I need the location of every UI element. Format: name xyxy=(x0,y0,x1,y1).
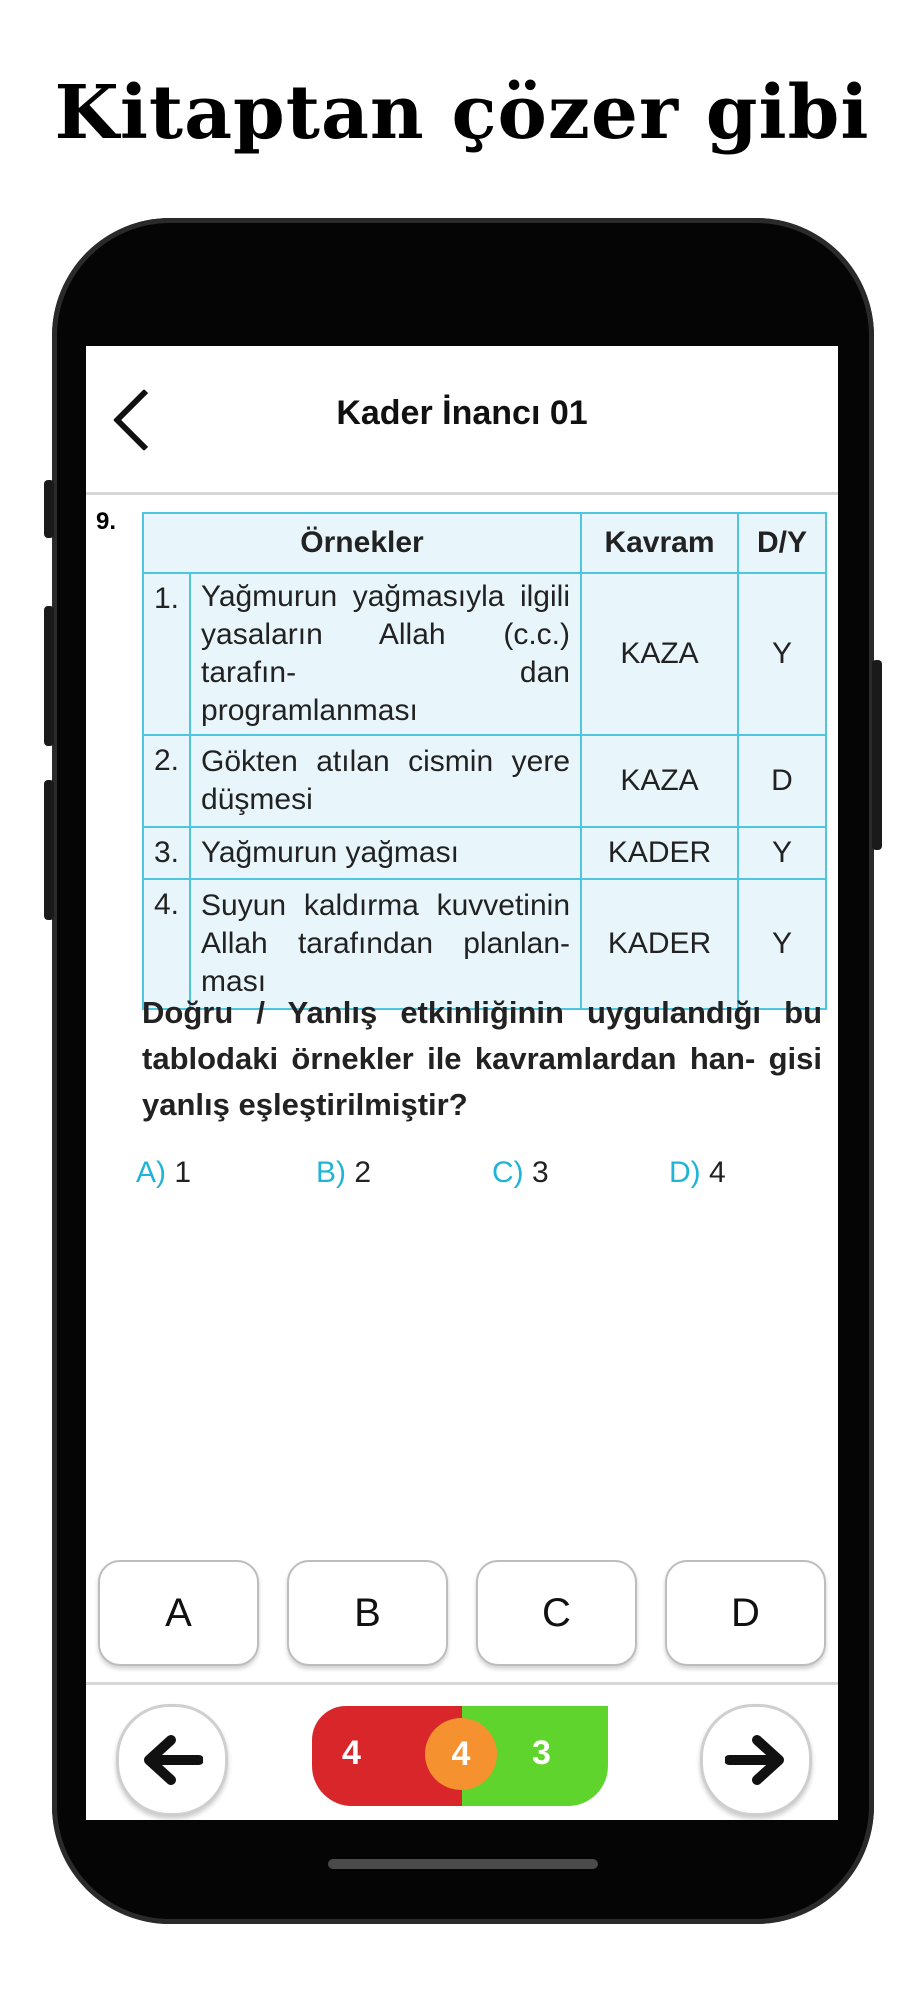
table-row xyxy=(143,735,826,827)
option-value: 4 xyxy=(709,1156,726,1189)
row-number: 4. xyxy=(143,879,190,1009)
answer-buttons xyxy=(98,1560,828,1670)
answer-button-b[interactable]: B xyxy=(287,1560,448,1666)
option-value: 2 xyxy=(354,1156,372,1189)
column-header: Örnekler xyxy=(143,513,581,573)
column-header: Kavram xyxy=(581,513,738,573)
row-example: Yağmurun yağmasıyla ilgili yasaların Allah (c.c.) tarafın- dan programlanması xyxy=(190,573,581,735)
arrow-left-icon xyxy=(141,1734,203,1786)
row-concept: KAZA xyxy=(581,735,738,827)
option-b xyxy=(316,1156,371,1190)
phone-volume-button xyxy=(44,480,54,538)
row-number: 2. xyxy=(143,735,190,827)
option-d xyxy=(669,1156,726,1190)
phone-volume-button xyxy=(44,606,54,746)
answer-button-d[interactable]: D xyxy=(665,1560,826,1666)
table-header-row xyxy=(143,513,826,573)
question-number: 9. xyxy=(96,508,117,535)
divider xyxy=(86,1682,838,1685)
row-number: 3. xyxy=(143,827,190,879)
row-example: Suyun kaldırma kuvvetinin Allah tarafından planlan- ması xyxy=(190,879,581,1009)
row-concept: KAZA xyxy=(581,573,738,735)
answer-button-a[interactable]: A xyxy=(98,1560,259,1666)
empty-count: 4 xyxy=(425,1718,497,1790)
correct-count: 3 xyxy=(532,1734,551,1772)
row-dy: Y xyxy=(738,573,826,735)
option-value: 1 xyxy=(174,1156,192,1189)
option-letter: C) xyxy=(492,1156,524,1189)
row-dy: Y xyxy=(738,827,826,879)
option-letter: A) xyxy=(136,1156,166,1189)
row-dy: D xyxy=(738,735,826,827)
home-indicator xyxy=(328,1859,598,1869)
top-bar xyxy=(86,346,838,495)
page-title: Kader İnancı 01 xyxy=(336,394,588,432)
option-a xyxy=(136,1156,191,1190)
row-concept: KADER xyxy=(581,827,738,879)
row-concept: KADER xyxy=(581,879,738,1009)
row-dy: Y xyxy=(738,879,826,1009)
option-value: 3 xyxy=(532,1156,549,1189)
app-screen xyxy=(86,346,838,1820)
row-number: 1. xyxy=(143,573,190,735)
phone-volume-button xyxy=(44,780,54,920)
column-header: D/Y xyxy=(738,513,826,573)
promo-headline: Kitaptan çözer gibi xyxy=(54,70,870,156)
row-example: Yağmurun yağması xyxy=(190,827,581,879)
table-row xyxy=(143,827,826,879)
answer-button-c[interactable]: C xyxy=(476,1560,637,1666)
arrow-right-icon xyxy=(725,1734,787,1786)
phone-power-button xyxy=(872,660,882,850)
option-letter: D) xyxy=(669,1156,701,1189)
option-letter: B) xyxy=(316,1156,346,1189)
row-example: Gökten atılan cismin yere düşmesi xyxy=(190,735,581,827)
previous-question-button[interactable] xyxy=(116,1704,228,1816)
next-question-button[interactable] xyxy=(700,1704,812,1816)
option-c xyxy=(492,1156,549,1190)
question-table xyxy=(142,512,827,1010)
answer-options xyxy=(136,1156,826,1196)
question-text: Doğru / Yanlış etkinliğinin uygulandığı bu tablodaki örnekler ile kavramlardan han- gisi yanlış eşleştirilmiştir? xyxy=(142,995,822,1122)
wrong-count: 4 xyxy=(342,1734,361,1772)
table-row xyxy=(143,573,826,735)
